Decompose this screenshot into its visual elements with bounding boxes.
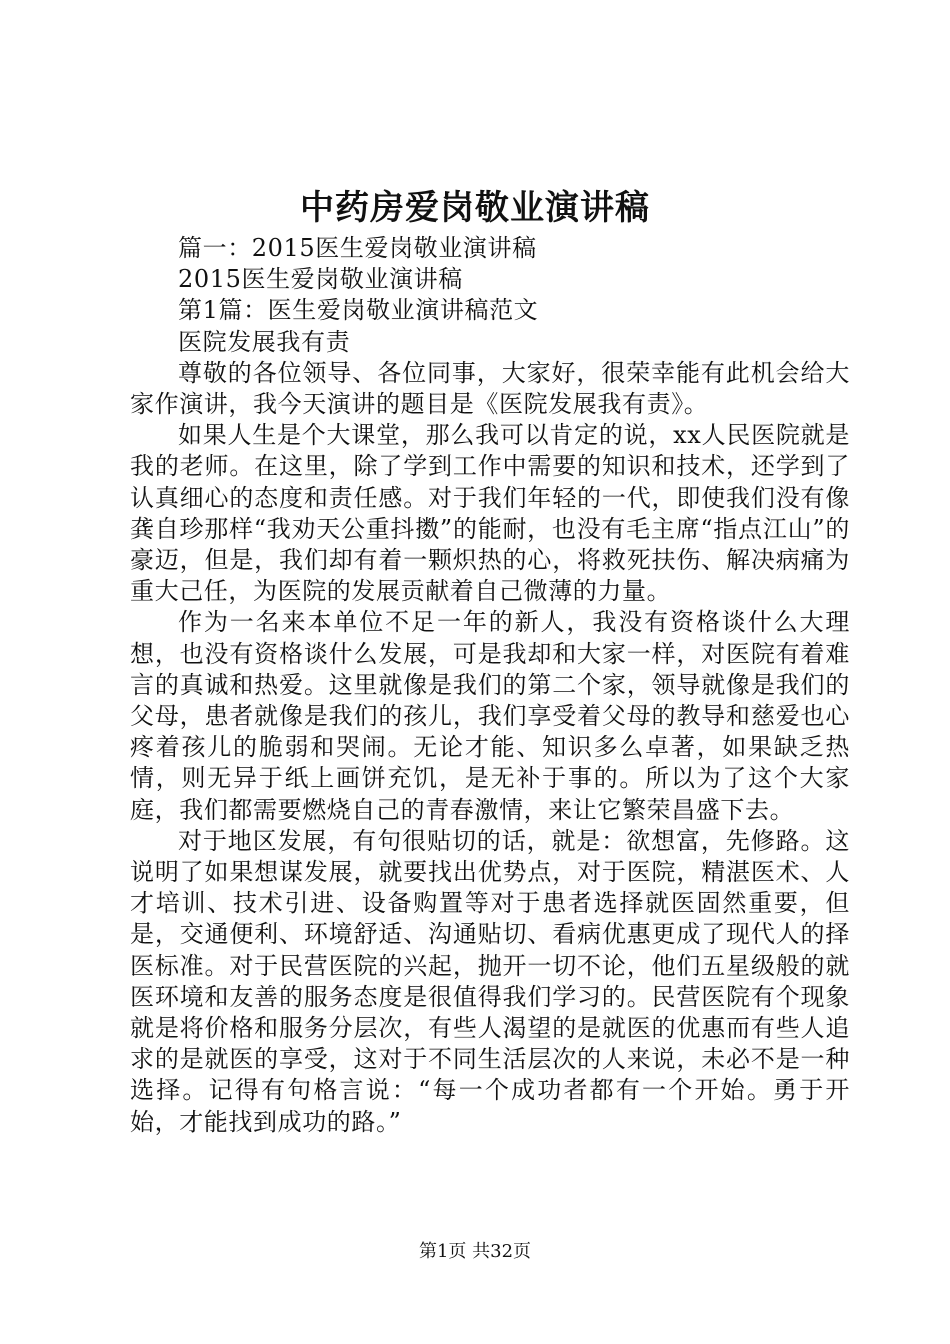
heading-year-title: 2015医生爱岗敬业演讲稿 <box>178 265 463 294</box>
heading-first-article: 第1篇：医生爱岗敬业演讲稿范文 <box>178 296 539 325</box>
heading-part-one: 篇一：2015医生爱岗敬业演讲稿 <box>178 234 537 262</box>
document-title: 中药房爱岗敬业演讲稿 <box>300 188 650 228</box>
heading-speech-topic: 医院发展我有责 <box>178 327 351 356</box>
document-body <box>130 233 850 1138</box>
paragraph-greeting: 尊敬的各位领导、各位同事，大家好，很荣幸能有此机会给大家作演讲，我今天演讲的题目是《医院发展我有责》。 <box>130 358 850 419</box>
paragraph-development: 对于地区发展，有句很贴切的话，就是：欲想富，先修路。这说明了如果想谋发展，就要找出优势点，对于医院，精湛医术、人才培训、技术引进、设备购置等对于患者选择就医固然重要，但是，交通便利、环境舒适、沟通贴切、看病优惠更成了现代人的择医标准。对于民营医院的兴起，抛开一切不论，他们五星级般的就医环境和友善的服务态度是很值得我们学习的。民营医院有个现象就是将价格和服务分层次，有些人渴望的是就医的优惠而有些人追求的是就医的享受，这对于不同生活层次的人来说，未必不是一种选择。记得有句格言说：“每一个成功者都有一个开始。勇于开始，才能找到成功的路。” <box>130 826 850 1136</box>
paragraph-life-classroom: 如果人生是个大课堂，那么我可以肯定的说，xx人民医院就是我的老师。在这里，除了学到工作中需要的知识和技术，还学到了认真细心的态度和责任感。对于我们年轻的一代，即使我们没有像龚自珍那样“我劝天公重抖擞”的能耐，也没有毛主席“指点江山”的豪迈，但是，我们却有着一颗炽热的心，将救死扶伤、解决病痛为重大己任，为医院的发展贡献着自己微薄的力量。 <box>130 421 850 606</box>
page-number-footer: 第1页 共32页 <box>418 1241 532 1262</box>
paragraph-newcomer: 作为一名来本单位不足一年的新人，我没有资格谈什么大理想，也没有资格谈什么发展，可是我却和大家一样，对医院有着难言的真诚和热爱。这里就像是我们的第二个家，领导就像是我们的父母，患者就像是我们的孩儿，我们享受着父母的教导和慈爱也心疼着孩儿的脆弱和哭闹。无论才能、知识多么卓著，如果缺乏热情，则无异于纸上画饼充饥，是无补于事的。所以为了这个大家庭，我们都需要燃烧自己的青春激情，来让它繁荣昌盛下去。 <box>130 608 850 824</box>
